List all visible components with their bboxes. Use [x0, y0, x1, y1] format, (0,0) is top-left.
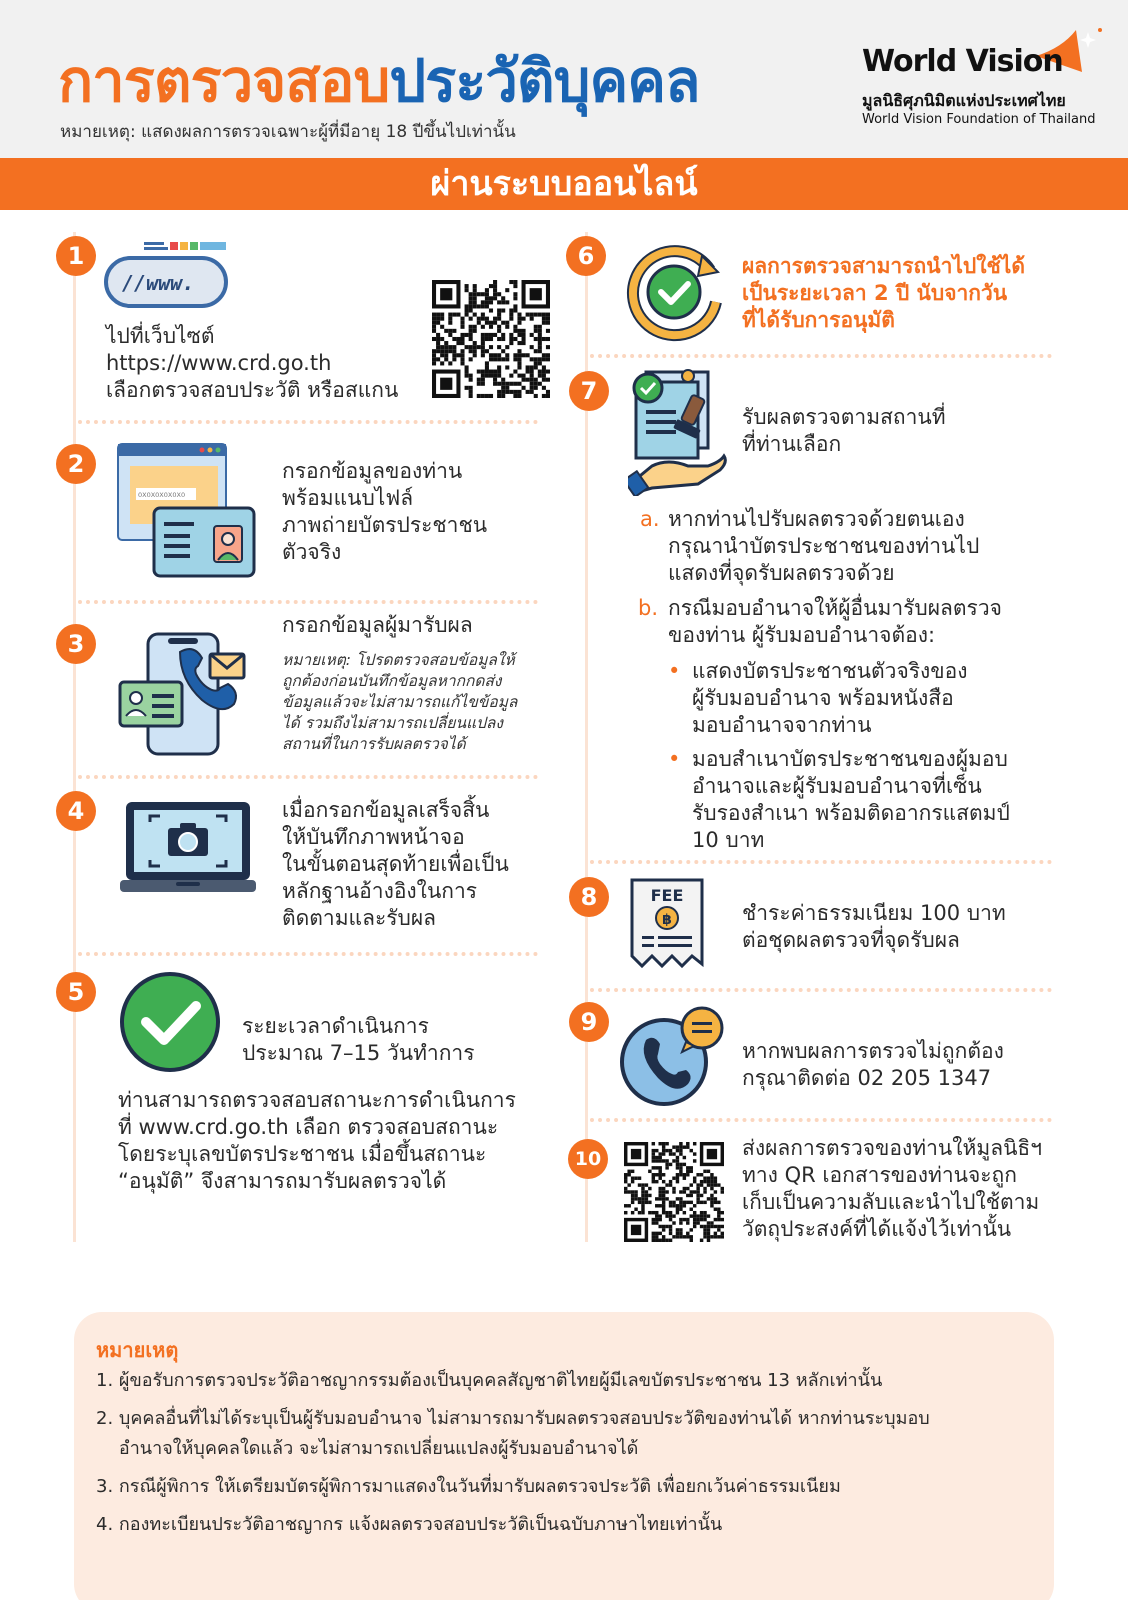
website-url-icon [104, 240, 228, 312]
step-7-b2-line-3: รับรองสำเนา พร้อมติดอากรแสตมป์ [692, 801, 1010, 825]
note-item-2-cont: อำนาจให้บุคคลใดแล้ว จะไม่สามารถเปลี่ยนแปลงผู้รับมอบอำนาจได้ [96, 1438, 639, 1459]
step-number-2: 2 [56, 444, 96, 484]
step-3-note-4: ได้ รวมถึงไม่สามารถเปลี่ยนแปลง [282, 714, 504, 732]
step-10-line-3: เก็บเป็นความลับและนำไปใช้ตาม [742, 1190, 1040, 1214]
step-7-b1-line-1: แสดงบัตรประชาชนตัวจริงของ [692, 659, 968, 683]
note-item-1: 1. ผู้ขอรับการตรวจประวัติอาชญากรรมต้องเป็นบุคคลสัญชาติไทยผู้มีเลขบัตรประชาชน 13 หลักเท่านั้น [96, 1370, 883, 1391]
step-7-a-label: a. [640, 507, 660, 531]
step-3-heading: กรอกข้อมูลผู้มารับผล [282, 613, 473, 637]
step-4-line-1: เมื่อกรอกข้อมูลเสร็จสิ้น [282, 798, 490, 822]
step-5-line-2: ประมาณ 7–15 วันทำการ [242, 1041, 475, 1065]
step-number-7: 7 [569, 371, 609, 411]
step-4-line-2: ให้บันทึกภาพหน้าจอ [282, 825, 465, 849]
step-number-3: 3 [56, 624, 96, 664]
step-number-8: 8 [569, 877, 609, 917]
laptop-screenshot-icon [120, 800, 256, 896]
step-5-extra-4: “อนุมัติ” จึงสามารถมารับผลตรวจได้ [118, 1169, 447, 1193]
step-5-line-1: ระยะเวลาดำเนินการ [242, 1014, 429, 1038]
step-3-note-3: ข้อมูลแล้วจะไม่สามารถแก้ไขข้อมูล [282, 693, 518, 711]
step-5-extra-3: โดยระบุเลขบัตรประชาชน เมื่อขึ้นสถานะ [118, 1142, 487, 1166]
separator [78, 775, 538, 779]
timeline-left [73, 232, 76, 1242]
step-7-b-label: b. [638, 596, 659, 620]
step-7-a-line-2: กรุณานำบัตรประชาชนของท่านไป [668, 534, 980, 558]
page-subtitle: หมายเหตุ: แสดงผลการตรวจเฉพาะผู้ที่มีอายุ 18 ปีขึ้นไปเท่านั้น [60, 122, 516, 142]
section-band: ผ่านระบบออนไลน์ [0, 158, 1128, 210]
step-9-line-1: หากพบผลการตรวจไม่ถูกต้อง [742, 1039, 1004, 1063]
separator [78, 600, 538, 604]
step-7-b2-line-1: มอบสำเนาบัตรประชาชนของผู้มอบ [692, 747, 1008, 771]
fee-label: FEE [650, 886, 684, 905]
title-part-2: ประวัติบุคคล [389, 47, 700, 115]
step-5-extra-2: ที่ www.crd.go.th เลือก ตรวจสอบสถานะ [118, 1115, 499, 1139]
renewal-check-icon [626, 242, 726, 342]
step-7-b1-line-2: ผู้รับมอบอำนาจ พร้อมหนังสือ [692, 686, 954, 710]
world-vision-logo [832, 26, 1102, 136]
step-number-6: 6 [566, 236, 606, 276]
step-number-9: 9 [569, 1002, 609, 1042]
step-3-note-2: ถูกต้องก่อนบันทึกข้อมูลหากกดส่ง [282, 672, 502, 690]
step-number-5: 5 [56, 972, 96, 1012]
step-10-line-4: วัตถุประสงค์ที่ได้แจ้งไว้เท่านั้น [742, 1217, 1012, 1241]
qr-code-crd[interactable] [432, 280, 550, 398]
step-7-b2-line-2: อำนาจและผู้รับมอบอำนาจที่เซ็น [692, 774, 982, 798]
step-1-line-1: ไปที่เว็บไซต์ [106, 324, 215, 348]
bullet-1: • [668, 659, 681, 683]
baht-symbol: ฿ [662, 912, 672, 928]
title-part-1: การตรวจสอบ [58, 47, 390, 115]
phone-contact-icon [118, 630, 248, 758]
step-3-note-5: สถานที่ในการรับผลตรวจได้ [282, 735, 466, 753]
step-4-line-5: ติดตามและรับผล [282, 906, 437, 930]
step-7-b1-line-3: มอบอำนาจจากท่าน [692, 713, 872, 737]
step-7-a-line-1: หากท่านไปรับผลตรวจด้วยตนเอง [668, 507, 965, 531]
step-2-line-2: พร้อมแนบไฟล์ [282, 486, 414, 510]
notes-title: หมายเหตุ [96, 1338, 179, 1362]
separator [590, 1118, 1052, 1122]
document-stamp-hand-icon [628, 366, 730, 496]
phone-chat-icon [618, 1006, 728, 1108]
step-10-line-2: ทาง QR เอกสารของท่านจะถูก [742, 1163, 1017, 1187]
step-6-line-2: เป็นระยะเวลา 2 ปี นับจากวัน [742, 281, 1008, 305]
step-number-10: 10 [568, 1139, 608, 1179]
page-title [58, 47, 700, 115]
logo-wordmark: World Vision [862, 44, 1063, 79]
step-7-line-2: ที่ท่านเลือก [742, 432, 842, 456]
step-7-b-line-1: กรณีมอบอำนาจให้ผู้อื่นมารับผลตรวจ [668, 596, 1002, 620]
step-7-line-1: รับผลตรวจตามสถานที่ [742, 405, 946, 429]
fee-receipt-icon [628, 876, 706, 972]
url-icon-text: //www. [122, 271, 195, 295]
step-4-line-3: ในขั้นตอนสุดท้ายเพื่อเป็น [282, 852, 509, 876]
step-2-line-3: ภาพถ่ายบัตรประชาชน [282, 513, 488, 537]
step-6-line-1: ผลการตรวจสามารถนำไปใช้ได้ [742, 254, 1025, 278]
step-2-line-4: ตัวจริง [282, 540, 342, 564]
step-4-line-4: หลักฐานอ้างอิงในการ [282, 879, 478, 903]
separator [590, 354, 1052, 358]
separator [78, 952, 538, 956]
step-10-line-1: ส่งผลการตรวจของท่านให้มูลนิธิฯ [742, 1136, 1043, 1160]
step-5-extra-1: ท่านสามารถตรวจสอบสถานะการดำเนินการ [118, 1088, 516, 1112]
note-item-2: 2. บุคคลอื่นที่ไม่ได้ระบุเป็นผู้รับมอบอำนาจ ไม่สามารถมารับผลตรวจสอบประวัติของท่านได้ หากท่านระบุมอบ [96, 1408, 930, 1429]
step-7-b2-line-4: 10 บาท [692, 828, 765, 852]
step-6-line-3: ที่ได้รับการอนุมัติ [742, 308, 895, 332]
step-7-a-line-3: แสดงที่จุดรับผลตรวจด้วย [668, 561, 895, 585]
step-number-4: 4 [56, 791, 96, 831]
form-field-text: 0X0X0X0X0X0 [138, 491, 186, 499]
step-8-line-1: ชำระค่าธรรมเนียม 100 บาท [742, 901, 1006, 925]
logo-thai-name: มูลนิธิศุภนิมิตแห่งประเทศไทย [862, 91, 1066, 110]
id-card-upload-icon [116, 442, 256, 580]
separator [78, 420, 538, 424]
step-1-line-3: เลือกตรวจสอบประวัติ หรือสแกน [106, 378, 399, 402]
bullet-2: • [668, 747, 681, 771]
step-1-url-link[interactable]: https://www.crd.go.th [106, 351, 332, 375]
step-3-note-1: หมายเหตุ: โปรดตรวจสอบข้อมูลให้ [282, 651, 515, 669]
step-8-line-2: ต่อชุดผลตรวจที่จุดรับผล [742, 928, 960, 952]
logo-english-name: World Vision Foundation of Thailand [862, 112, 1096, 127]
separator [590, 860, 1052, 864]
note-item-4: 4. กองทะเบียนประวัติอาชญากร แจ้งผลตรวจสอบประวัติเป็นฉบับภาษาไทยเท่านั้น [96, 1514, 723, 1535]
step-number-1: 1 [56, 236, 96, 276]
qr-code-foundation[interactable] [624, 1142, 724, 1242]
step-7-b-line-2: ของท่าน ผู้รับมอบอำนาจต้อง: [668, 623, 936, 647]
step-2-line-1: กรอกข้อมูลของท่าน [282, 459, 463, 483]
note-item-3: 3. กรณีผู้พิการ ให้เตรียมบัตรผู้พิการมาแสดงในวันที่มารับผลตรวจประวัติ เพื่อยกเว้นค่าธรรมเนียม [96, 1476, 841, 1497]
step-9-contact-phone[interactable]: กรุณาติดต่อ 02 205 1347 [742, 1066, 992, 1090]
check-circle-icon [118, 970, 222, 1074]
separator [590, 988, 1052, 992]
